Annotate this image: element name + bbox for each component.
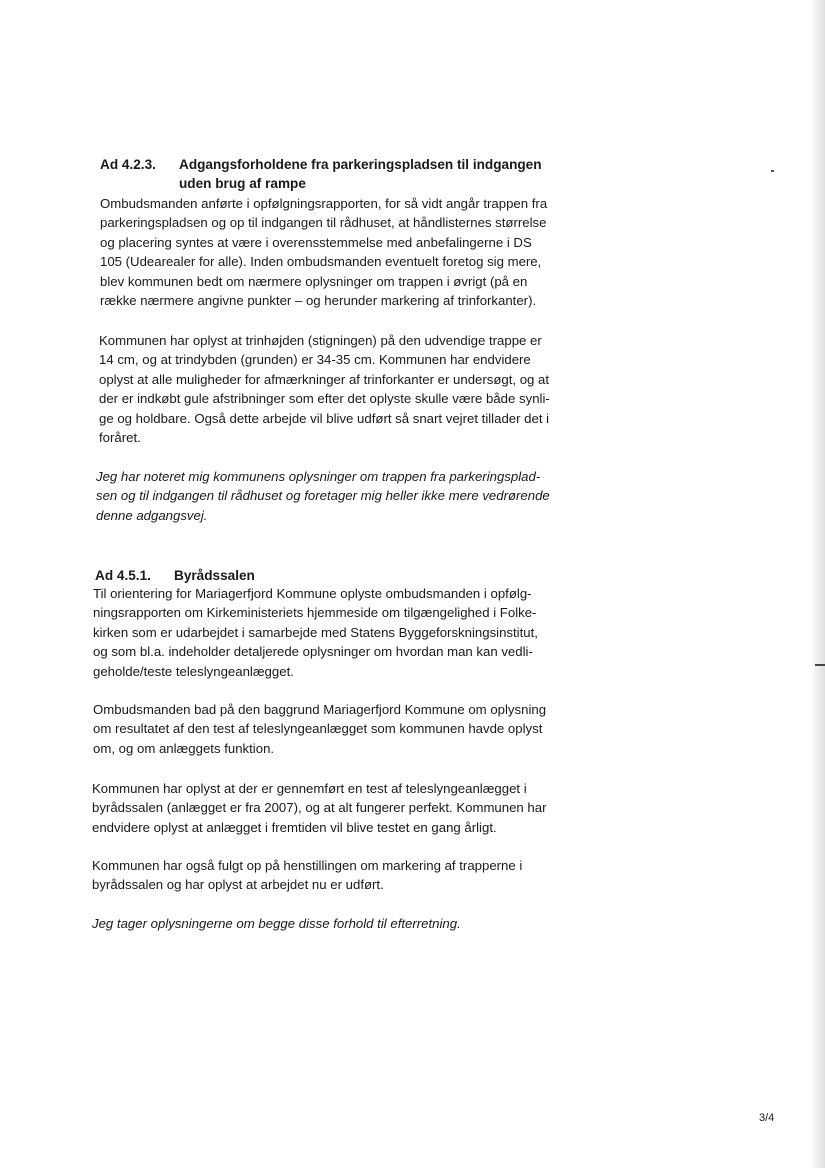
text-line: og placering syntes at være i overensstemmelse med anbefalingerne i DS	[100, 234, 532, 250]
text-line: endvidere oplyst at anlægget i fremtiden vil blive testet en gang årligt.	[92, 819, 497, 835]
text-line: Kommunen har oplyst at trinhøjden (stigningen) på den udvendige trappe er	[99, 333, 542, 348]
scan-mark	[815, 664, 825, 666]
text-line: Jeg tager oplysningerne om begge disse forhold til efterretning.	[92, 916, 461, 931]
text-line: blev kommunen bedt om nærmere oplysninger om trappen i øvrigt (på en	[100, 273, 528, 289]
section-number: Ad 4.2.3.	[100, 157, 156, 172]
paragraph	[93, 584, 538, 681]
scan-mark	[771, 170, 774, 172]
text-line: denne adgangsvej.	[96, 507, 208, 523]
scan-edge-shadow	[811, 0, 825, 1168]
text-line: Til orientering for Mariagerfjord Kommune oplyste ombudsmanden i opfølg-	[93, 586, 532, 601]
page-number: 3/4	[759, 1112, 775, 1124]
text-line: 14 cm, og at trindybden (grunden) er 34-35 cm. Kommunen har endvidere	[99, 352, 531, 368]
section-number: Ad 4.5.1.	[95, 568, 151, 583]
text-line: byrådssalen (anlægget er fra 2007), og at alt fungerer perfekt. Kommunen har	[92, 800, 547, 816]
text-line: kirken som er udarbejdet i samarbejde med Statens Byggeforskningsinstitut,	[93, 624, 538, 640]
conclusion	[92, 914, 461, 933]
paragraph	[99, 331, 550, 447]
text-line: geholde/teste teleslyngeanlægget.	[93, 663, 294, 679]
text-line: ningsrapporten om Kirkeministeriets hjemmeside om tilgængelighed i Folke-	[93, 605, 537, 621]
text-line: række nærmere angivne punkter – og herunder markering af trinforkanter).	[100, 293, 537, 309]
paragraph	[92, 856, 522, 895]
text-line: der er indkøbt gule afstribninger som efter det oplyste skulle være både synli-	[99, 391, 550, 407]
text-line: sen og til indgangen til rådhuset og foretager mig heller ikke mere vedrørende	[96, 488, 550, 504]
paragraph	[100, 194, 547, 310]
text-line: Kommunen har oplyst at der er gennemført en test af teleslyngeanlægget i	[92, 781, 527, 796]
section-title-line: uden brug af rampe	[179, 176, 306, 191]
text-line: 105 (Udearealer for alle). Inden ombudsmanden eventuelt foretog sig mere,	[100, 254, 542, 270]
text-line: og som bl.a. indeholder detaljerede oplysninger om hvordan man kan vedli-	[93, 644, 533, 660]
text-line: Kommunen har også fulgt op på henstillingen om markering af trapperne i	[92, 858, 523, 873]
paragraph	[93, 700, 546, 758]
text-line: Jeg har noteret mig kommunens oplysninger om trappen fra parkeringsplad-	[96, 469, 541, 484]
text-line: ge og holdbare. Også dette arbejde vil blive udført så snart vejret tillader det i	[99, 410, 550, 426]
section-title-line: Adgangsforholdene fra parkeringspladsen til indgangen	[179, 157, 542, 172]
text-line: om resultatet af den test af teleslyngeanlægget som kommunen havde oplyst	[93, 721, 543, 737]
paragraph	[92, 779, 547, 837]
text-line: oplyst at alle muligheder for afmærkninger af trinforkanter er undersøgt, og at	[99, 371, 550, 387]
section-title-line: Byrådssalen	[174, 568, 255, 583]
text-line: byrådssalen og har oplyst at arbejdet nu er udført.	[92, 877, 384, 893]
text-line: parkeringspladsen og op til indgangen til rådhuset, at håndlisternes størrelse	[100, 215, 547, 231]
text-line: foråret.	[99, 430, 141, 446]
text-line: om, og om anlæggets funktion.	[93, 740, 275, 756]
text-line: Ombudsmanden bad på den baggrund Mariagerfjord Kommune om oplysning	[93, 702, 547, 717]
text-line: Ombudsmanden anførte i opfølgningsrapporten, for så vidt angår trappen fra	[100, 196, 548, 211]
conclusion	[96, 467, 550, 525]
